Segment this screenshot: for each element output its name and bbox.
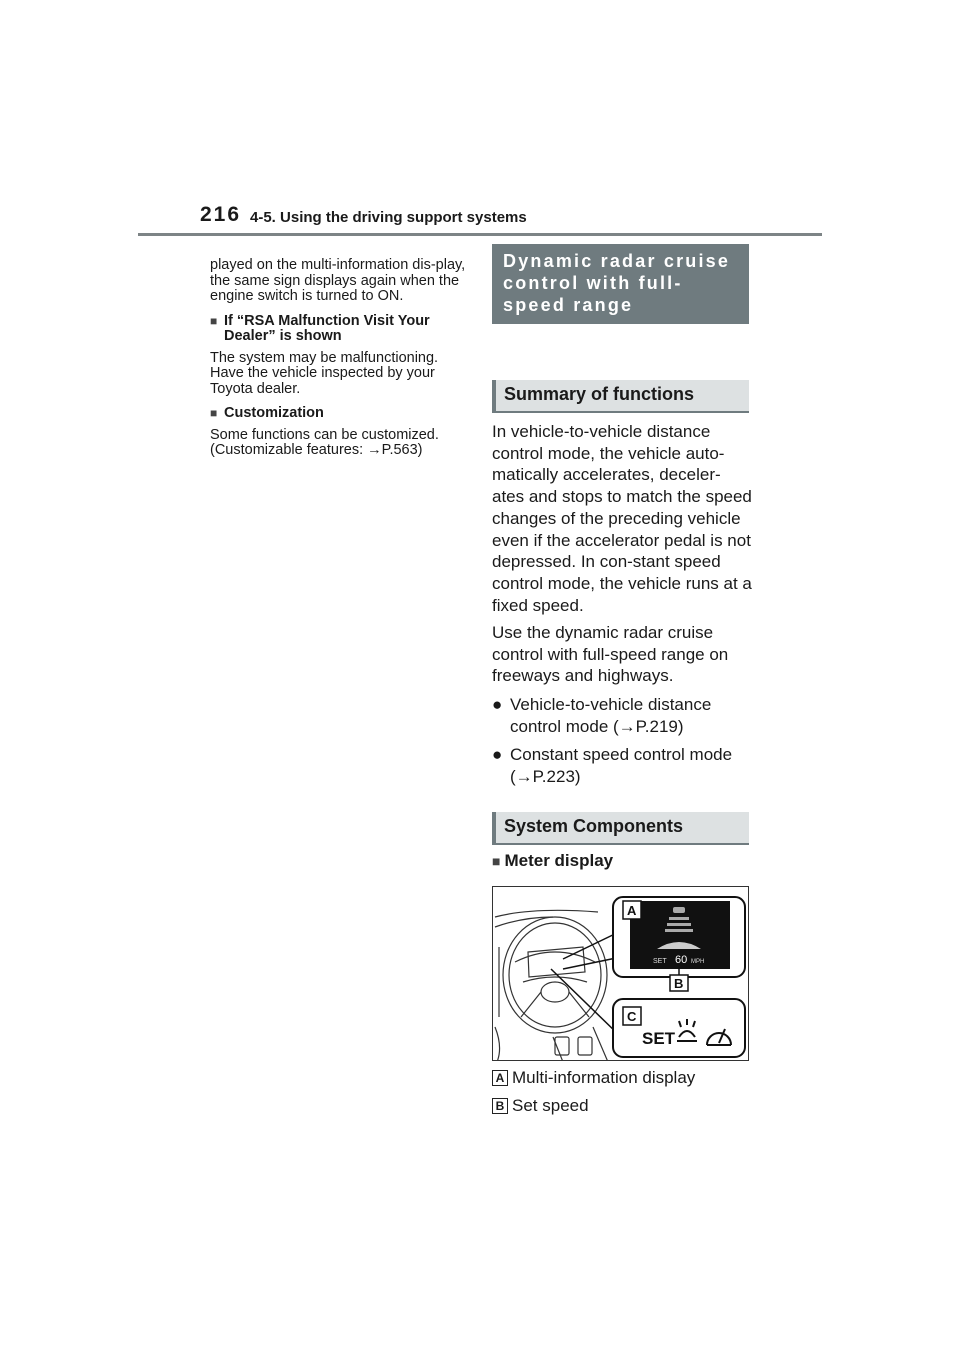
header-rule — [138, 233, 822, 236]
left-column — [210, 258, 468, 468]
callout-c: C — [627, 1009, 637, 1024]
set-label: SET — [653, 958, 667, 965]
section-title: 4-5. Using the driving support systems — [250, 209, 527, 226]
legend-text: Set speed — [512, 1096, 589, 1115]
legend-key: B — [492, 1098, 508, 1114]
callout-b: B — [674, 976, 684, 991]
speed-unit: MPH — [691, 959, 705, 965]
set-speed-value: 60 — [675, 954, 688, 966]
summary-heading — [492, 380, 749, 413]
customization-heading: ■ Customization — [210, 406, 468, 422]
legend-text: Multi-information display — [512, 1068, 696, 1087]
dashboard-illustration — [493, 887, 749, 1061]
rsa-heading: ■ If “RSA Malfunction Visit Your Dealer” is shown — [210, 314, 468, 345]
chapter-banner — [492, 244, 749, 324]
meter-heading-text: Meter display — [504, 851, 614, 870]
components-heading — [492, 812, 749, 845]
bullet-dot-icon: ● — [492, 695, 503, 714]
summary-paragraph-2 — [492, 622, 752, 687]
banner-title: Dynamic radar cruise control with full-speed range — [503, 251, 731, 315]
bullet-item — [492, 744, 752, 787]
summary-paragraph-1 — [492, 421, 752, 616]
legend-key: A — [492, 1070, 508, 1086]
callout-a: A — [627, 903, 637, 918]
meter-figure — [492, 886, 749, 1061]
page-number: 216 — [200, 203, 242, 226]
bullet-dot-icon: ● — [492, 745, 503, 764]
summary-text-2: Use the dynamic radar cruise control with full-speed range on freeways and highways. — [492, 623, 729, 686]
bullet-text: Constant speed control mode (→P.223) — [510, 745, 733, 786]
legend-item-a — [492, 1068, 695, 1088]
rsa-body: The system may be malfunctioning. Have the vehicle inspected by your Toyota dealer. — [210, 349, 439, 397]
legend-item-b — [492, 1096, 589, 1116]
bullet-item — [492, 694, 752, 737]
customization-body: Some functions can be customized. (Customizable features: →P.563) — [210, 426, 439, 458]
meter-heading — [492, 851, 613, 871]
summary-text-1: In vehicle-to-vehicle distance control mode, the vehicle auto-matically accelerates, deceler-ates and stops to match the speed changes of the preceding vehicle even if the accelerator pedal is not depressed. In con-stant speed control mode, the vehicle runs at a fixed speed. — [492, 422, 752, 615]
cruise-set-indicator: SET — [642, 1029, 676, 1048]
summary-heading-text: Summary of functions — [504, 384, 695, 404]
bullet-text: Vehicle-to-vehicle distance control mode (→P.219) — [510, 695, 712, 736]
continued-paragraph: played on the multi-information dis-play, the same sign displays again when the engine switch is turned to ON. — [210, 257, 466, 304]
square-bullet-icon: ■ — [492, 853, 501, 869]
components-heading-text: System Components — [504, 816, 684, 836]
